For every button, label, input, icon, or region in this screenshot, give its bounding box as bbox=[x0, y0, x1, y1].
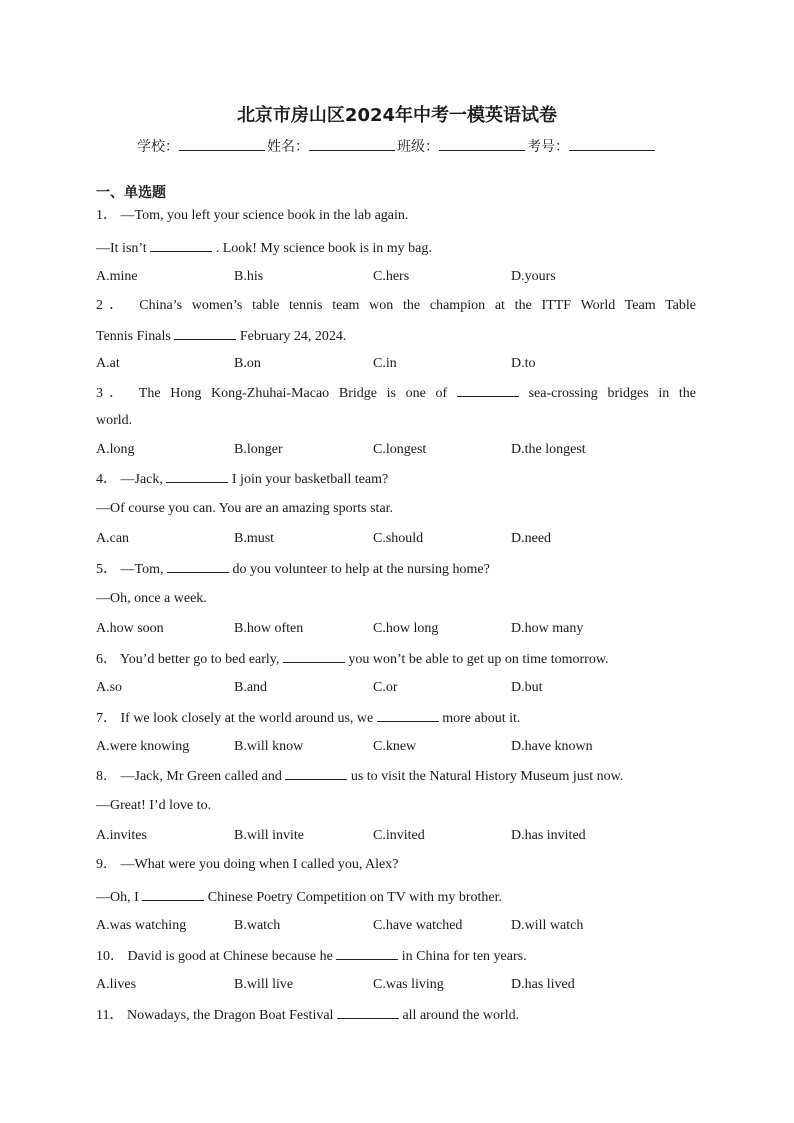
option-d[interactable]: D.need bbox=[511, 531, 552, 546]
number-blank[interactable] bbox=[569, 136, 655, 151]
question-10-line-1 bbox=[96, 946, 696, 966]
question-number: 6． bbox=[96, 652, 120, 667]
question-1-line-1 bbox=[96, 207, 696, 225]
name-label: 姓名： bbox=[267, 139, 309, 155]
question-text: February 24, 2024. bbox=[236, 329, 347, 344]
question-text: in China for ten years. bbox=[398, 949, 527, 964]
question-text: all around the world. bbox=[398, 1008, 520, 1023]
question-text: Nowadays, the Dragon Boat Festival bbox=[126, 1008, 337, 1023]
question-number: 3． bbox=[96, 386, 139, 401]
option-d[interactable]: D.has invited bbox=[511, 828, 586, 843]
question-5-line-2 bbox=[96, 590, 696, 608]
question-text: —Tom, you left your science book in the lab again. bbox=[120, 208, 409, 223]
answer-blank[interactable] bbox=[285, 766, 347, 780]
answer-blank[interactable] bbox=[337, 1005, 399, 1019]
question-text: The Hong Kong-Zhuhai-Macao Bridge is one of bbox=[138, 386, 457, 401]
school-blank[interactable] bbox=[179, 136, 265, 151]
school-label: 学校： bbox=[137, 139, 179, 155]
answer-blank[interactable] bbox=[283, 649, 345, 663]
option-b[interactable]: B.watch bbox=[234, 918, 281, 933]
number-label: 考号： bbox=[527, 139, 569, 155]
answer-blank[interactable] bbox=[167, 559, 229, 573]
option-b[interactable]: B.his bbox=[234, 269, 264, 284]
answer-blank[interactable] bbox=[174, 326, 236, 340]
class-blank[interactable] bbox=[439, 136, 525, 151]
option-b[interactable]: B.will know bbox=[234, 739, 304, 754]
question-text: I join your basketball team? bbox=[228, 472, 389, 487]
question-text: do you volunteer to help at the nursing home? bbox=[228, 562, 490, 577]
question-text: —Great! I’d love to. bbox=[96, 798, 212, 813]
option-a[interactable]: A.can bbox=[96, 531, 130, 546]
option-a[interactable]: A.how soon bbox=[96, 621, 164, 636]
option-d[interactable]: D.the longest bbox=[511, 442, 586, 457]
option-a[interactable]: A.long bbox=[96, 442, 135, 457]
question-text: —Oh, once a week. bbox=[96, 591, 207, 606]
option-b[interactable]: B.how often bbox=[234, 621, 304, 636]
option-d[interactable]: D.will watch bbox=[511, 918, 584, 933]
option-c[interactable]: C.longest bbox=[373, 442, 427, 457]
question-6-line-1 bbox=[96, 649, 696, 669]
answer-blank[interactable] bbox=[336, 946, 398, 960]
question-8-line-2 bbox=[96, 797, 696, 815]
answer-blank[interactable] bbox=[457, 383, 519, 397]
option-b[interactable]: B.must bbox=[234, 531, 275, 546]
question-text: You’d better go to bed early, bbox=[119, 652, 283, 667]
name-blank[interactable] bbox=[309, 136, 395, 151]
question-number: 7． bbox=[96, 711, 121, 726]
option-b[interactable]: B.and bbox=[234, 680, 268, 695]
question-text: If we look closely at the world around us, we bbox=[120, 711, 377, 726]
answer-blank[interactable] bbox=[150, 238, 212, 252]
option-c[interactable]: C.hers bbox=[373, 269, 410, 284]
option-a[interactable]: A.mine bbox=[96, 269, 138, 284]
option-a[interactable]: A.at bbox=[96, 356, 120, 371]
option-c[interactable]: C.in bbox=[373, 356, 397, 371]
option-a[interactable]: A.were knowing bbox=[96, 739, 190, 754]
option-c[interactable]: C.should bbox=[373, 531, 424, 546]
question-8-line-1 bbox=[96, 766, 696, 786]
class-label: 班级： bbox=[397, 139, 439, 155]
option-d[interactable]: D.how many bbox=[511, 621, 584, 636]
question-5-line-1 bbox=[96, 559, 696, 579]
question-number: 5． bbox=[96, 562, 121, 577]
question-text: —It isn’t bbox=[96, 241, 151, 256]
question-text: us to visit the Natural History Museum just now. bbox=[347, 769, 624, 784]
option-a[interactable]: A.lives bbox=[96, 977, 137, 992]
option-b[interactable]: B.longer bbox=[234, 442, 283, 457]
question-2-line-2 bbox=[96, 326, 696, 346]
question-text: world. bbox=[96, 413, 133, 428]
option-c[interactable]: C.was living bbox=[373, 977, 444, 992]
option-d[interactable]: D.but bbox=[511, 680, 543, 695]
option-b[interactable]: B.will live bbox=[234, 977, 294, 992]
question-text: you won’t be able to get up on time tomorrow. bbox=[344, 652, 609, 667]
option-c[interactable]: C.knew bbox=[373, 739, 417, 754]
option-a[interactable]: A.invites bbox=[96, 828, 147, 843]
option-c[interactable]: C.or bbox=[373, 680, 398, 695]
section-heading: 一、单选题 bbox=[96, 185, 166, 201]
question-number: 4． bbox=[96, 472, 121, 487]
question-9-line-1 bbox=[96, 856, 696, 874]
student-info-row bbox=[0, 136, 794, 156]
question-number: 2． bbox=[96, 298, 140, 313]
option-b[interactable]: B.will invite bbox=[234, 828, 304, 843]
question-11-line-1 bbox=[96, 1005, 696, 1025]
page-title: 北京市房山区2024年中考一模英语试卷 bbox=[236, 105, 558, 126]
option-d[interactable]: D.have known bbox=[511, 739, 593, 754]
question-9-line-2 bbox=[96, 887, 696, 907]
question-number: 1． bbox=[96, 208, 121, 223]
question-text: —What were you doing when I called you, Alex? bbox=[120, 857, 399, 872]
question-text: sea-crossing bridges in the bbox=[518, 386, 696, 401]
option-c[interactable]: C.how long bbox=[373, 621, 439, 636]
question-number: 9． bbox=[96, 857, 121, 872]
option-a[interactable]: A.was watching bbox=[96, 918, 187, 933]
question-2-line-1 bbox=[96, 297, 696, 315]
question-text: China’s women’s table tennis team won the champion at the ITTF World Team Table bbox=[139, 298, 696, 313]
question-3-line-1 bbox=[96, 383, 696, 403]
option-d[interactable]: D.to bbox=[511, 356, 536, 371]
question-1-line-2 bbox=[96, 238, 696, 258]
option-b[interactable]: B.on bbox=[234, 356, 261, 371]
question-text: —Tom, bbox=[120, 562, 167, 577]
question-text: Chinese Poetry Competition on TV with my brother. bbox=[204, 890, 503, 905]
option-c[interactable]: C.invited bbox=[373, 828, 425, 843]
answer-blank[interactable] bbox=[142, 887, 204, 901]
question-number: 11． bbox=[96, 1008, 127, 1023]
question-text: —Oh, I bbox=[96, 890, 143, 905]
question-3-line-2 bbox=[96, 412, 696, 430]
question-7-line-1 bbox=[96, 708, 696, 728]
question-text: —Jack, Mr Green called and bbox=[120, 769, 286, 784]
option-a[interactable]: A.so bbox=[96, 680, 123, 695]
question-text: Tennis Finals bbox=[96, 329, 175, 344]
question-number: 8． bbox=[96, 769, 121, 784]
option-d[interactable]: D.has lived bbox=[511, 977, 575, 992]
option-c[interactable]: C.have watched bbox=[373, 918, 463, 933]
question-text: —Jack, bbox=[120, 472, 167, 487]
question-4-line-1 bbox=[96, 469, 696, 489]
question-text: . Look! My science book is in my bag. bbox=[212, 241, 432, 256]
question-number: 10． bbox=[96, 949, 128, 964]
answer-blank[interactable] bbox=[166, 469, 228, 483]
question-text: David is good at Chinese because he bbox=[127, 949, 337, 964]
option-d[interactable]: D.yours bbox=[511, 269, 556, 284]
question-4-line-2 bbox=[96, 500, 696, 518]
question-text: more about it. bbox=[438, 711, 521, 726]
question-text: —Of course you can. You are an amazing sports star. bbox=[96, 501, 394, 516]
answer-blank[interactable] bbox=[377, 708, 439, 722]
